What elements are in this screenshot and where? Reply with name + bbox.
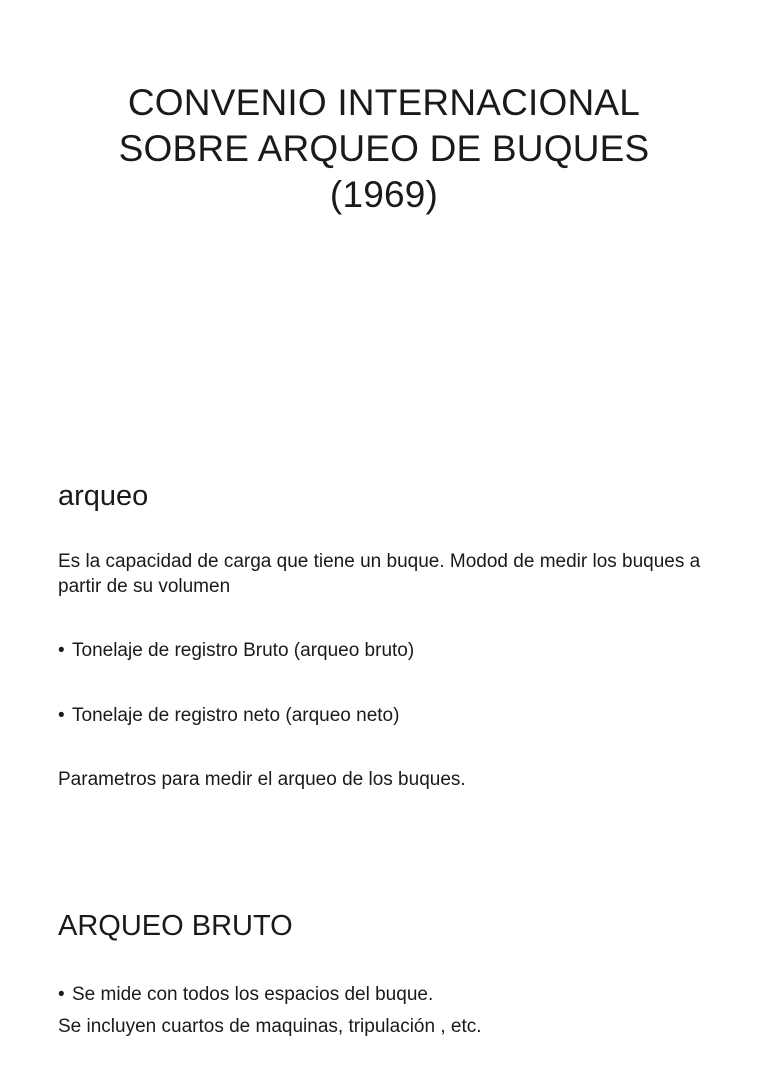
partial-line-cut-off: Se incluyen cuartos de maquinas, tripulación , etc. xyxy=(58,1016,482,1037)
slide-1-title xyxy=(0,80,768,218)
bullet-item-gross-tonnage xyxy=(58,638,414,663)
slide-2-heading: arqueo xyxy=(58,480,149,512)
slide-arqueo-bruto xyxy=(0,870,768,1070)
title-line-1: CONVENIO INTERNACIONAL xyxy=(127,82,641,123)
bullet-text: Tonelaje de registro Bruto (arqueo bruto) xyxy=(72,640,415,661)
bullet-item-all-spaces xyxy=(58,982,433,1007)
title-line-3: (1969) xyxy=(329,174,439,215)
bullet-icon: • xyxy=(58,705,65,726)
definition-paragraph: Es la capacidad de carga que tiene un buque. Modod de medir los buques a partir de su volumen xyxy=(58,551,701,597)
bullet-text: Se mide con todos los espacios del buque. xyxy=(72,984,434,1005)
slide-title xyxy=(0,0,768,432)
parameters-paragraph: Parametros para medir el arqueo de los buques. xyxy=(58,769,466,790)
title-line-2: SOBRE ARQUEO DE BUQUES xyxy=(118,128,650,169)
bullet-icon: • xyxy=(58,640,65,661)
bullet-icon: • xyxy=(58,984,65,1005)
slide-arqueo xyxy=(0,440,768,840)
bullet-item-net-tonnage xyxy=(58,703,399,728)
bullet-text: Tonelaje de registro neto (arqueo neto) xyxy=(72,705,400,726)
slide-3-heading: ARQUEO BRUTO xyxy=(58,910,293,942)
